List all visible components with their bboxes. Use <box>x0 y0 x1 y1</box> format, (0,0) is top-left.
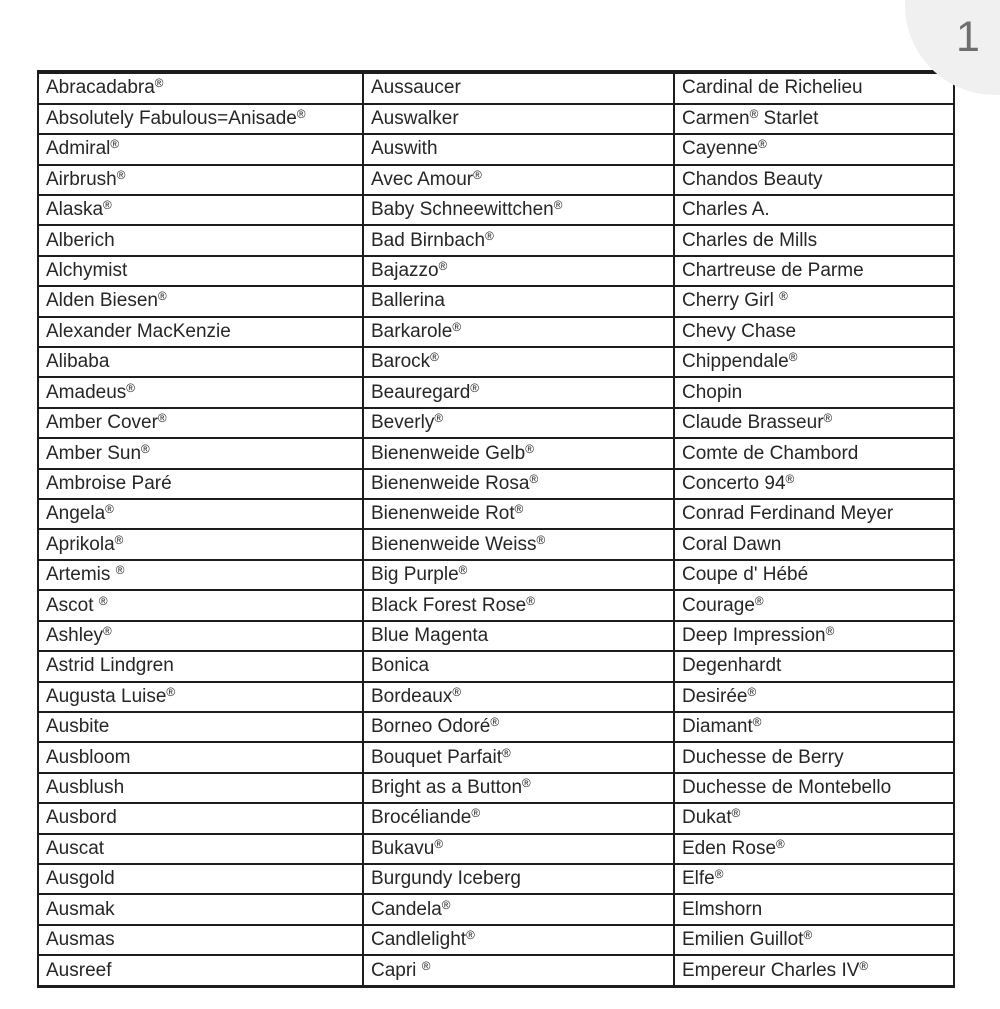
table-cell: Abracadabra® <box>38 72 363 104</box>
table-row <box>38 529 954 559</box>
registered-trademark-icon: ® <box>141 442 150 456</box>
table-row <box>38 347 954 377</box>
registered-trademark-icon: ® <box>430 351 439 365</box>
table-cell: Barkarole® <box>363 317 674 347</box>
table-cell: Augusta Luise® <box>38 682 363 712</box>
table-cell: Beauregard® <box>363 377 674 407</box>
table-row <box>38 712 954 742</box>
table-row <box>38 834 954 864</box>
table-cell: Alibaba <box>38 347 363 377</box>
table-cell: Baby Schneewittchen® <box>363 195 674 225</box>
table-cell: Chandos Beauty <box>674 165 954 195</box>
registered-trademark-icon: ® <box>490 716 500 730</box>
table-row <box>38 256 954 286</box>
registered-trademark-icon: ® <box>441 898 451 912</box>
registered-trademark-icon: ® <box>779 290 788 304</box>
table-cell: Amber Sun® <box>38 438 363 468</box>
registered-trademark-icon: ® <box>514 503 524 517</box>
registered-trademark-icon: ® <box>103 625 112 639</box>
table-cell: Bright as a Button® <box>363 773 674 803</box>
table-cell: Conrad Ferdinand Meyer <box>674 499 954 529</box>
table-cell: Chippendale® <box>674 347 954 377</box>
registered-trademark-icon: ® <box>731 807 741 821</box>
table-row <box>38 195 954 225</box>
registered-trademark-icon: ® <box>103 199 112 213</box>
table-row <box>38 134 954 164</box>
table-cell: Dukat® <box>674 803 954 833</box>
table-cell: Courage® <box>674 590 954 620</box>
table-cell: Beverly® <box>363 408 674 438</box>
table-cell: Big Purple® <box>363 560 674 590</box>
registered-trademark-icon: ® <box>157 290 167 304</box>
table-cell: Angela® <box>38 499 363 529</box>
table-cell: Borneo Odoré® <box>363 712 674 742</box>
table-cell: Chartreuse de Parme <box>674 256 954 286</box>
table-cell: Blue Magenta <box>363 621 674 651</box>
table-row <box>38 621 954 651</box>
registered-trademark-icon: ® <box>536 533 546 547</box>
table-row <box>38 165 954 195</box>
registered-trademark-icon: ® <box>485 229 494 243</box>
table-cell: Bienenweide Gelb® <box>363 438 674 468</box>
registered-trademark-icon: ® <box>501 746 511 760</box>
registered-trademark-icon: ® <box>747 685 757 699</box>
table-cell: Ausgold <box>38 864 363 894</box>
table-cell: Astrid Lindgren <box>38 651 363 681</box>
table-cell: Artemis ® <box>38 560 363 590</box>
table-cell: Charles de Mills <box>674 225 954 255</box>
table-row <box>38 590 954 620</box>
table-cell: Avec Amour® <box>363 165 674 195</box>
table-cell: Deep Impression® <box>674 621 954 651</box>
registered-trademark-icon: ® <box>434 412 444 426</box>
registered-trademark-icon: ® <box>470 381 479 395</box>
registered-trademark-icon: ® <box>452 321 461 334</box>
registered-trademark-icon: ® <box>471 807 481 821</box>
table-cell: Alaska® <box>38 195 363 225</box>
table-cell: Bouquet Parfait® <box>363 742 674 772</box>
registered-trademark-icon: ® <box>749 108 759 122</box>
registered-trademark-icon: ® <box>714 868 724 882</box>
table-cell: Brocéliande® <box>363 803 674 833</box>
table-cell: Bad Birnbach® <box>363 225 674 255</box>
registered-trademark-icon: ® <box>529 473 539 487</box>
registered-trademark-icon: ® <box>157 412 167 426</box>
table-cell: Diamant® <box>674 712 954 742</box>
table-cell: Claude Brasseur® <box>674 408 954 438</box>
registered-trademark-icon: ® <box>522 777 531 791</box>
table-cell: Chopin <box>674 377 954 407</box>
table-cell: Candela® <box>363 894 674 924</box>
table-row <box>38 773 954 803</box>
table-cell: Ascot ® <box>38 590 363 620</box>
table-cell: Bonica <box>363 651 674 681</box>
table-cell: Alberich <box>38 225 363 255</box>
table-cell: Charles A. <box>674 195 954 225</box>
table-cell: Empereur Charles IV® <box>674 955 954 986</box>
table-cell: Bukavu® <box>363 834 674 864</box>
table-cell: Cherry Girl ® <box>674 286 954 316</box>
registered-trademark-icon: ® <box>115 564 125 578</box>
registered-trademark-icon: ® <box>434 837 444 851</box>
table-cell: Ausmak <box>38 894 363 924</box>
table-cell: Burgundy Iceberg <box>363 864 674 894</box>
table-cell: Ausblush <box>38 773 363 803</box>
table-row <box>38 377 954 407</box>
table-cell: Candlelight® <box>363 925 674 955</box>
table-row <box>38 469 954 499</box>
table-cell: Bajazzo® <box>363 256 674 286</box>
registered-trademark-icon: ® <box>553 199 563 213</box>
table-cell: Auscat <box>38 834 363 864</box>
table-cell: Cardinal de Richelieu <box>674 72 954 104</box>
registered-trademark-icon: ® <box>776 837 785 851</box>
table-cell: Cayenne® <box>674 134 954 164</box>
registered-trademark-icon: ® <box>785 473 795 487</box>
table-cell: Amadeus® <box>38 377 363 407</box>
table-row <box>38 864 954 894</box>
table-cell: Eden Rose® <box>674 834 954 864</box>
table-cell: Elfe® <box>674 864 954 894</box>
registered-trademark-icon: ® <box>296 108 306 122</box>
table-cell: Ausbloom <box>38 742 363 772</box>
table-cell: Barock® <box>363 347 674 377</box>
registered-trademark-icon: ® <box>452 685 462 699</box>
table-cell: Capri ® <box>363 955 674 986</box>
table-cell: Duchesse de Montebello <box>674 773 954 803</box>
table-cell: Bienenweide Weiss® <box>363 529 674 559</box>
registered-trademark-icon: ® <box>823 412 833 426</box>
table-cell: Ausreef <box>38 955 363 986</box>
table-row <box>38 682 954 712</box>
table-cell: Black Forest Rose® <box>363 590 674 620</box>
table-cell: Alchymist <box>38 256 363 286</box>
page-number: 1 <box>956 13 980 61</box>
table-cell: Coral Dawn <box>674 529 954 559</box>
table-row <box>38 72 954 104</box>
table-cell: Ausmas <box>38 925 363 955</box>
table-cell: Ballerina <box>363 286 674 316</box>
registered-trademark-icon: ® <box>110 138 120 152</box>
table-cell: Ashley® <box>38 621 363 651</box>
registered-trademark-icon: ® <box>466 929 475 943</box>
registered-trademark-icon: ® <box>859 959 869 973</box>
table-cell: Airbrush® <box>38 165 363 195</box>
table-row <box>38 286 954 316</box>
table-cell: Concerto 94® <box>674 469 954 499</box>
table-cell: Bienenweide Rosa® <box>363 469 674 499</box>
table-cell: Aussaucer <box>363 72 674 104</box>
table-row <box>38 560 954 590</box>
registered-trademark-icon: ® <box>421 959 431 973</box>
table-cell: Alexander MacKenzie <box>38 317 363 347</box>
table-cell: Auswith <box>363 134 674 164</box>
table-cell: Alden Biesen® <box>38 286 363 316</box>
registered-trademark-icon: ® <box>154 77 164 91</box>
registered-trademark-icon: ® <box>116 168 126 182</box>
table-row <box>38 438 954 468</box>
rose-names-table <box>37 70 955 988</box>
table-row <box>38 925 954 955</box>
table-row <box>38 955 954 986</box>
table-cell: Auswalker <box>363 104 674 134</box>
table-cell: Elmshorn <box>674 894 954 924</box>
registered-trademark-icon: ® <box>98 594 108 608</box>
registered-trademark-icon: ® <box>825 625 835 639</box>
registered-trademark-icon: ® <box>458 564 468 578</box>
table-cell: Amber Cover® <box>38 408 363 438</box>
registered-trademark-icon: ® <box>473 168 482 182</box>
table-cell: Absolutely Fabulous=Anisade® <box>38 104 363 134</box>
table-row <box>38 803 954 833</box>
registered-trademark-icon: ® <box>166 685 176 699</box>
registered-trademark-icon: ® <box>788 351 798 365</box>
table-row <box>38 104 954 134</box>
table-cell: Bordeaux® <box>363 682 674 712</box>
table-cell: Emilien Guillot® <box>674 925 954 955</box>
table-row <box>38 408 954 438</box>
registered-trademark-icon: ® <box>114 533 124 547</box>
table-cell: Admiral® <box>38 134 363 164</box>
table-row <box>38 499 954 529</box>
table-cell: Coupe d' Hébé <box>674 560 954 590</box>
table-row <box>38 225 954 255</box>
table-cell: Carmen® Starlet <box>674 104 954 134</box>
table-cell: Ausbite <box>38 712 363 742</box>
registered-trademark-icon: ® <box>803 929 813 943</box>
table-cell: Chevy Chase <box>674 317 954 347</box>
table-cell: Aprikola® <box>38 529 363 559</box>
table-row <box>38 317 954 347</box>
table-row <box>38 651 954 681</box>
table-cell: Comte de Chambord <box>674 438 954 468</box>
table-cell: Duchesse de Berry <box>674 742 954 772</box>
table-cell: Ausbord <box>38 803 363 833</box>
registered-trademark-icon: ® <box>754 594 764 608</box>
table-cell: Degenhardt <box>674 651 954 681</box>
registered-trademark-icon: ® <box>758 138 767 152</box>
registered-trademark-icon: ® <box>105 503 114 517</box>
registered-trademark-icon: ® <box>526 594 535 608</box>
table-cell: Bienenweide Rot® <box>363 499 674 529</box>
registered-trademark-icon: ® <box>438 260 448 274</box>
table-row <box>38 894 954 924</box>
table-cell: Ambroise Paré <box>38 469 363 499</box>
registered-trademark-icon: ® <box>126 381 135 395</box>
table-row <box>38 742 954 772</box>
registered-trademark-icon: ® <box>525 442 534 456</box>
registered-trademark-icon: ® <box>752 716 762 730</box>
table-cell: Desirée® <box>674 682 954 712</box>
